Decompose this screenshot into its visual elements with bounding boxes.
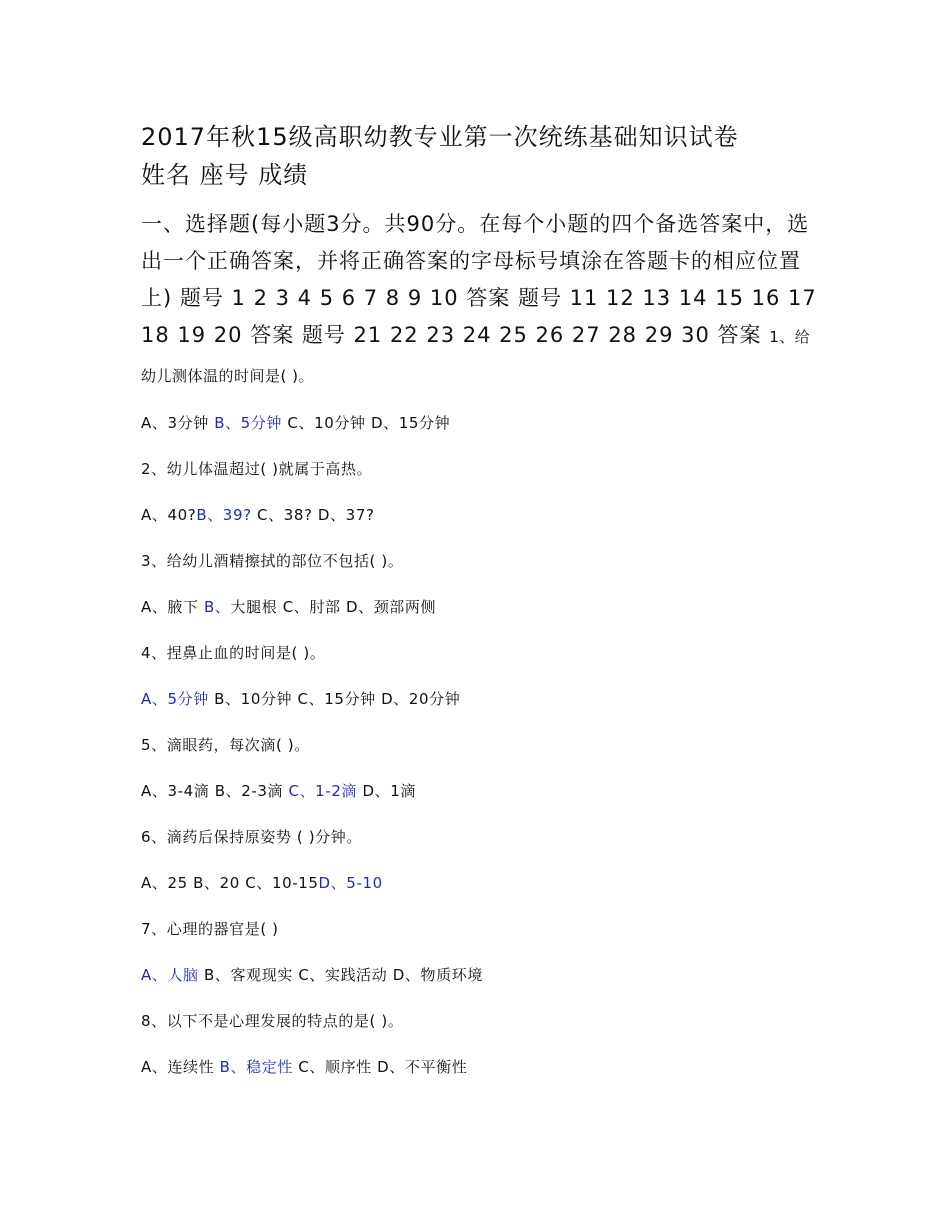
- question-5-text: 5、滴眼药，每次滴( )。: [141, 736, 310, 754]
- question-2-options: [141, 504, 821, 526]
- question-1-text: 1、给幼儿测体温的时间是( )。: [141, 328, 811, 385]
- q8-option-b: B、稳定性: [219, 1058, 293, 1076]
- exam-title: [141, 118, 821, 194]
- q3-option-d: D、颈部两侧: [345, 598, 437, 616]
- q6-option-b: B、20: [193, 874, 246, 892]
- exam-page: [141, 118, 821, 1078]
- q4-option-b: B、10分钟: [208, 690, 298, 708]
- q7-option-d: D、物质环境: [392, 966, 483, 984]
- q2-option-c: C、38?: [251, 506, 318, 524]
- q2-option-d: D、37?: [317, 506, 375, 524]
- question-3-options: [141, 596, 821, 618]
- q6-option-d: D、5-10: [318, 874, 383, 892]
- question-5-options: [141, 780, 821, 802]
- q5-option-c: C、1-2滴: [288, 782, 358, 800]
- q8-option-c: C、顺序性: [292, 1058, 378, 1076]
- question-6-text: 6、滴药后保持原姿势 ( )分钟。: [141, 828, 362, 846]
- q8-option-d: D、不平衡性: [377, 1058, 468, 1076]
- q7-option-c: C、实践活动: [298, 966, 393, 984]
- question-4-options: [141, 688, 821, 710]
- q3-option-a: A、腋下: [141, 598, 205, 616]
- q4-option-c: C、15分钟: [297, 690, 382, 708]
- question-2-text: 2、幼儿体温超过( )就属于高热。: [141, 460, 373, 478]
- q6-option-a: A、25: [141, 874, 194, 892]
- q7-option-a: A、人脑: [141, 966, 199, 984]
- question-1-options: [141, 412, 821, 434]
- question-3-text: 3、给幼儿酒精擦拭的部位不包括( )。: [141, 552, 404, 570]
- q5-option-a: A、3-4滴: [141, 782, 215, 800]
- section-heading: [141, 206, 821, 395]
- question-7-text: 7、心理的器官是( ): [141, 920, 279, 938]
- question-6-options: [141, 872, 821, 894]
- q1-option-a: A、3分钟: [141, 414, 215, 432]
- q2-option-b: B、39?: [196, 506, 252, 524]
- exam-title-line-2: 姓名 座号 成绩: [141, 161, 309, 189]
- q1-option-d: D、15分钟: [370, 414, 451, 432]
- q6-option-c: C、10-15: [245, 874, 319, 892]
- q7-option-b: B、客观现实: [198, 966, 299, 984]
- q5-option-d: D、1滴: [357, 782, 416, 800]
- exam-title-line-1: 2017年秋15级高职幼教专业第一次统练基础知识试卷: [141, 123, 739, 151]
- q8-option-a: A、连续性: [141, 1058, 220, 1076]
- section-heading-text: 一、选择题(每小题3分。共90分。在每个小题的四个备选答案中，选出一个正确答案，并将正确答案的字母标号填涂在答题卡的相应位置上) 题号 1 2 3 4 5 6 7 8 9 10 答案 题号 11 12 13 14 15 16 17 18 19 20 答案 题号 21 22 23 24 25 26 27 28 29 30 答案: [141, 212, 817, 347]
- q1-option-b: B、5分钟: [214, 414, 283, 432]
- q5-option-b: B、2-3滴: [214, 782, 289, 800]
- q4-option-a: A、5分钟: [141, 690, 209, 708]
- question-4-text: 4、捏鼻止血的时间是( )。: [141, 644, 326, 662]
- question-8-options: [141, 1056, 821, 1078]
- question-7-options: [141, 964, 821, 986]
- q3-option-c: 大腿根 C、肘部: [230, 598, 346, 616]
- q1-option-c: C、10分钟: [282, 414, 371, 432]
- q4-option-d: D、20分钟: [381, 690, 461, 708]
- q2-option-a: A、40?: [141, 506, 197, 524]
- q3-option-b: B、: [204, 598, 231, 616]
- question-8-text: 8、以下不是心理发展的特点的是( )。: [141, 1012, 404, 1030]
